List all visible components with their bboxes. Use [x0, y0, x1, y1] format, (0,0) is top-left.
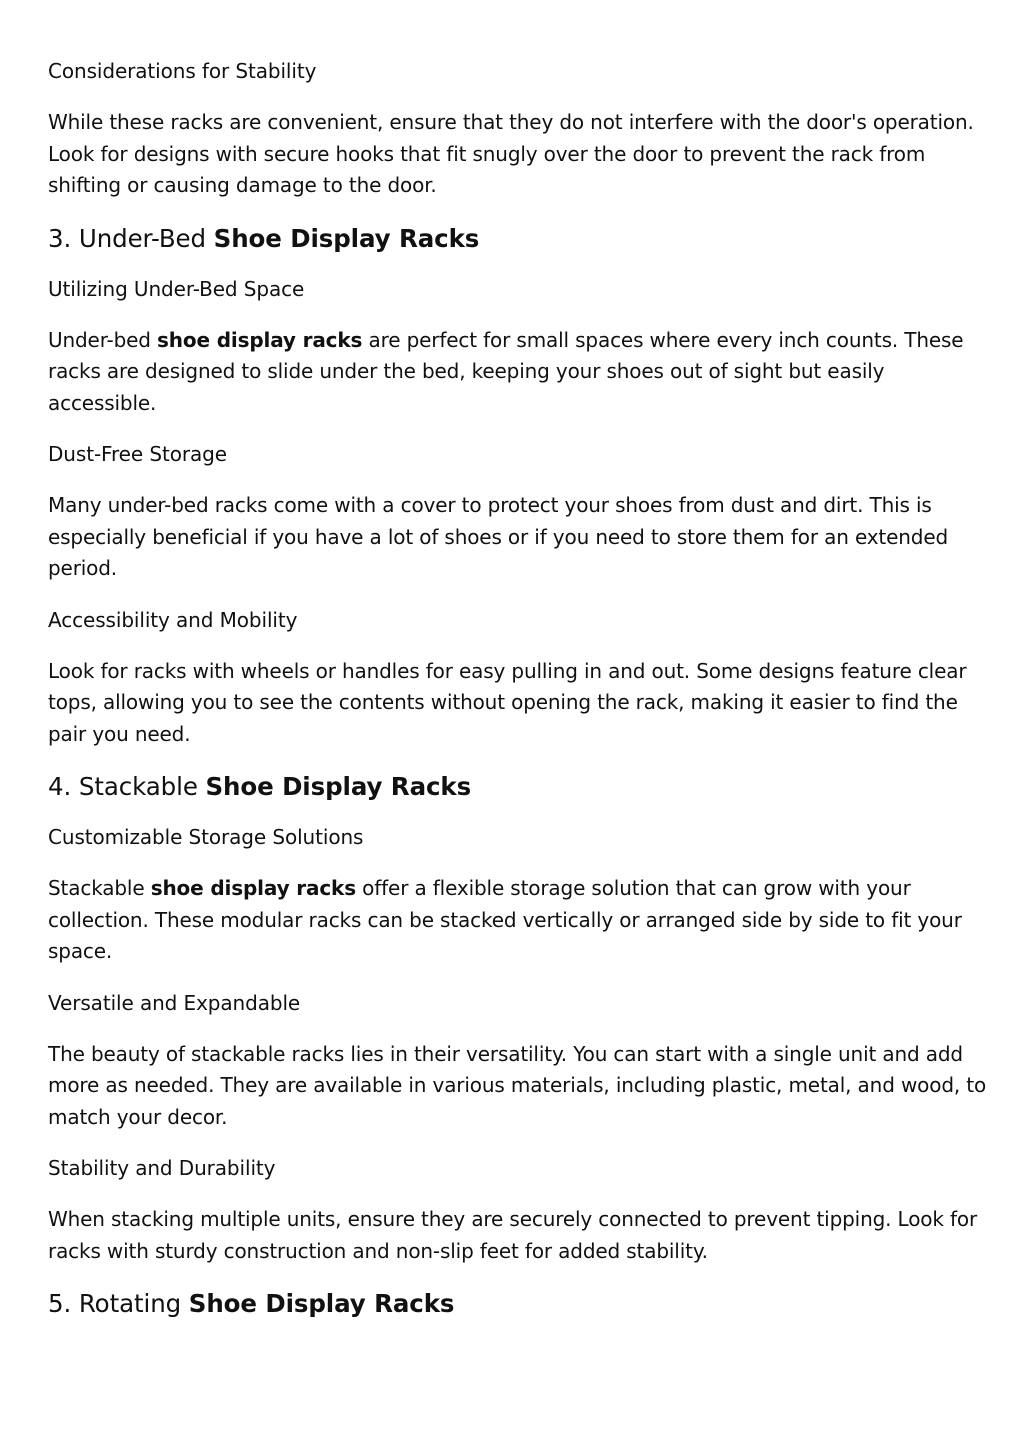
- section-heading-stackable: [48, 771, 988, 803]
- paragraph-versatile: The beauty of stackable racks lies in their versatility. You can start with a single unit and add more as needed. They are available in various materials, including plastic, metal, and wood, to match your decor.: [48, 1041, 987, 1129]
- heading-prefix: 3. Under-Bed: [48, 223, 214, 253]
- paragraph-bold-text: shoe display racks: [150, 876, 356, 900]
- paragraph-considerations-stability: While these racks are convenient, ensure that they do not interfere with the door's operation. Look for designs with secure hooks that fit snugly over the door to prevent the rack from shifting or causing damage to the door.: [48, 110, 974, 197]
- subheading-stability-durability: Stability and Durability: [48, 1156, 276, 1180]
- paragraph-accessibility: Look for racks with wheels or handles for easy pulling in and out. Some designs feature clear tops, allowing you to see the contents without opening the rack, making it easier to find the pair you need.: [48, 658, 967, 746]
- section-heading-under-bed: [48, 223, 988, 255]
- subheading-considerations-stability: Considerations for Stability: [48, 59, 317, 83]
- paragraph-dust-free: Many under-bed racks come with a cover to protect your shoes from dust and dirt. This is especially beneficial if you have a lot of shoes or if you need to store them for an extended period.: [48, 493, 949, 580]
- heading-prefix: 4. Stackable: [48, 772, 206, 801]
- heading-bold-text: Shoe Display Racks: [205, 772, 472, 801]
- document-page: [48, 57, 988, 1340]
- section-heading-rotating: [48, 1288, 988, 1320]
- subheading-customizable: Customizable Storage Solutions: [48, 825, 364, 849]
- heading-bold-text: Shoe Display Racks: [188, 1289, 455, 1318]
- paragraph-bold-text: shoe display racks: [157, 327, 363, 352]
- heading-prefix: 5. Rotating: [48, 1289, 189, 1318]
- paragraph-stability-durability: When stacking multiple units, ensure they are securely connected to prevent tipping. Look for racks with sturdy construction and non-slip feet for added stability.: [48, 1207, 978, 1263]
- subheading-versatile: Versatile and Expandable: [48, 990, 301, 1015]
- paragraph-utilizing-space: [48, 325, 988, 420]
- paragraph-text: Under-bed: [48, 327, 158, 352]
- subheading-utilizing-space: Utilizing Under-Bed Space: [48, 276, 305, 301]
- subheading-accessibility: Accessibility and Mobility: [48, 607, 298, 632]
- subheading-dust-free: Dust-Free Storage: [48, 442, 227, 466]
- paragraph-text: are perfect for small spaces where every inch counts. These racks are designed to slide under the bed, keeping your shoes out of sight but easily accessible.: [48, 327, 964, 415]
- paragraph-text: Stackable: [48, 876, 151, 900]
- paragraph-text: offer a flexible storage solution that can grow with your collection. These modular racks can be stacked vertically or arranged side by side to fit your space.: [48, 876, 962, 963]
- paragraph-customizable: [48, 873, 988, 968]
- heading-bold-text: Shoe Display Racks: [213, 223, 480, 253]
